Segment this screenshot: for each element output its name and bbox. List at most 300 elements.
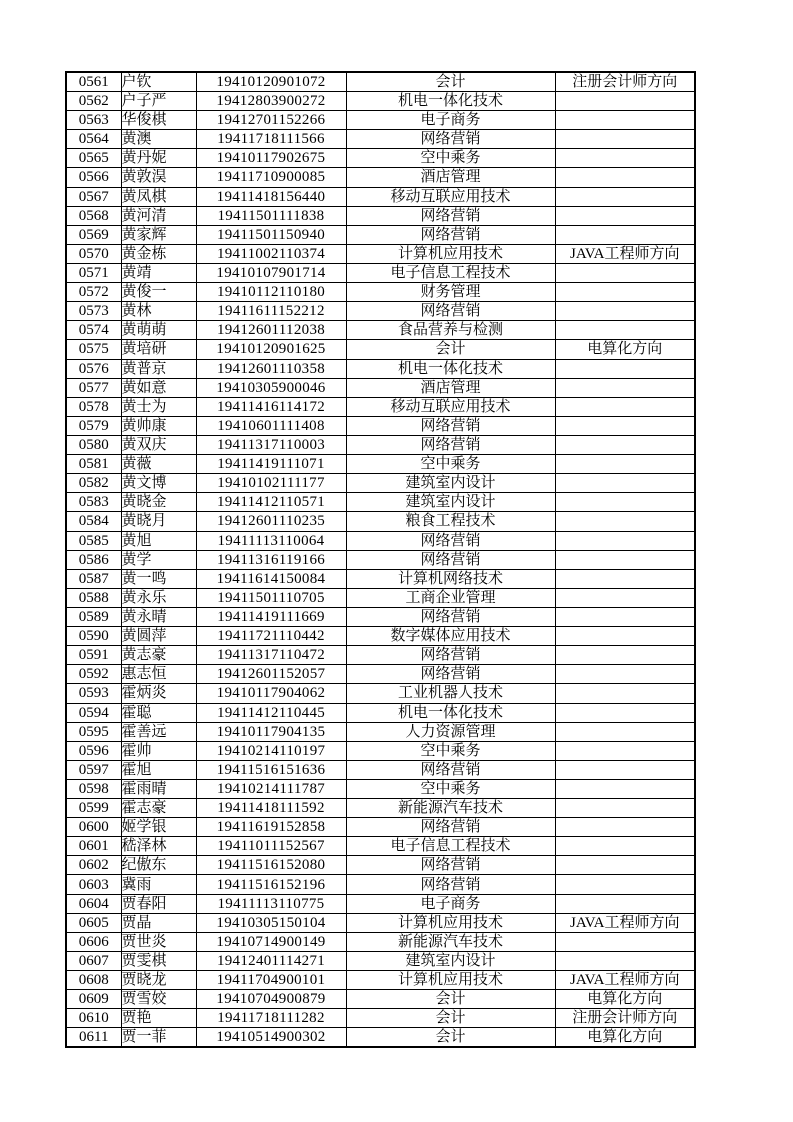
table-row (66, 455, 695, 474)
table-row (66, 818, 695, 837)
direction-cell (555, 149, 695, 168)
exam-number-cell: 19411704900101 (196, 971, 346, 990)
major-cell: 网络营销 (346, 550, 555, 569)
table-row (66, 206, 695, 225)
major-cell: 电子商务 (346, 111, 555, 130)
serial-cell: 0601 (66, 837, 121, 856)
serial-cell: 0600 (66, 818, 121, 837)
major-cell: 网络营销 (346, 646, 555, 665)
direction-cell (555, 703, 695, 722)
serial-cell: 0569 (66, 225, 121, 244)
student-name-cell: 户子严 (121, 92, 196, 111)
student-name-cell: 黄永乐 (121, 588, 196, 607)
roster-table-body (66, 72, 695, 1047)
exam-number-cell: 19411614150084 (196, 569, 346, 588)
exam-number-cell: 19411516152080 (196, 856, 346, 875)
table-row (66, 779, 695, 798)
exam-number-cell: 19410102111177 (196, 474, 346, 493)
exam-number-cell: 19411419111669 (196, 607, 346, 626)
serial-cell: 0562 (66, 92, 121, 111)
direction-cell (555, 588, 695, 607)
exam-number-cell: 19410214111787 (196, 779, 346, 798)
direction-cell (555, 111, 695, 130)
table-row (66, 646, 695, 665)
major-cell: 计算机应用技术 (346, 244, 555, 263)
table-row (66, 531, 695, 550)
student-name-cell: 黄靖 (121, 263, 196, 282)
serial-cell: 0570 (66, 244, 121, 263)
serial-cell: 0582 (66, 474, 121, 493)
exam-number-cell: 19412401114271 (196, 951, 346, 970)
student-name-cell: 霍炳炎 (121, 684, 196, 703)
exam-number-cell: 19410107901714 (196, 263, 346, 282)
serial-cell: 0575 (66, 340, 121, 359)
major-cell: 网络营销 (346, 856, 555, 875)
direction-cell (555, 187, 695, 206)
student-name-cell: 霍帅 (121, 741, 196, 760)
student-name-cell: 黄澳 (121, 130, 196, 149)
table-row (66, 187, 695, 206)
direction-cell (555, 818, 695, 837)
major-cell: 网络营销 (346, 435, 555, 454)
table-row (66, 665, 695, 684)
major-cell: 数字媒体应用技术 (346, 627, 555, 646)
direction-cell (555, 225, 695, 244)
table-row (66, 1028, 695, 1048)
student-name-cell: 霍善远 (121, 722, 196, 741)
direction-cell (555, 932, 695, 951)
exam-number-cell: 19411718111282 (196, 1009, 346, 1028)
direction-cell (555, 130, 695, 149)
serial-cell: 0607 (66, 951, 121, 970)
exam-number-cell: 19412803900272 (196, 92, 346, 111)
table-row (66, 1009, 695, 1028)
table-row (66, 837, 695, 856)
table-row (66, 684, 695, 703)
direction-cell (555, 359, 695, 378)
exam-number-cell: 19411619152858 (196, 818, 346, 837)
direction-cell: 电算化方向 (555, 1028, 695, 1048)
serial-cell: 0585 (66, 531, 121, 550)
exam-number-cell: 19410117902675 (196, 149, 346, 168)
table-row (66, 741, 695, 760)
exam-number-cell: 19411501110705 (196, 588, 346, 607)
major-cell: 计算机应用技术 (346, 971, 555, 990)
exam-number-cell: 19410120901072 (196, 72, 346, 92)
major-cell: 计算机网络技术 (346, 569, 555, 588)
student-name-cell: 户钦 (121, 72, 196, 92)
direction-cell (555, 741, 695, 760)
exam-number-cell: 19410305150104 (196, 913, 346, 932)
exam-number-cell: 19411113110064 (196, 531, 346, 550)
exam-number-cell: 19410214110197 (196, 741, 346, 760)
table-row (66, 111, 695, 130)
table-row (66, 913, 695, 932)
student-name-cell: 黄敦淏 (121, 168, 196, 187)
student-name-cell: 黄薇 (121, 455, 196, 474)
direction-cell (555, 263, 695, 282)
major-cell: 新能源汽车技术 (346, 799, 555, 818)
exam-number-cell: 19412601112038 (196, 321, 346, 340)
direction-cell (555, 799, 695, 818)
table-row (66, 149, 695, 168)
student-name-cell: 贾雯棋 (121, 951, 196, 970)
student-name-cell: 黄晓月 (121, 512, 196, 531)
direction-cell (555, 397, 695, 416)
serial-cell: 0598 (66, 779, 121, 798)
table-row (66, 493, 695, 512)
serial-cell: 0602 (66, 856, 121, 875)
direction-cell (555, 550, 695, 569)
exam-number-cell: 19411412110445 (196, 703, 346, 722)
major-cell: 酒店管理 (346, 378, 555, 397)
serial-cell: 0587 (66, 569, 121, 588)
major-cell: 机电一体化技术 (346, 703, 555, 722)
direction-cell (555, 627, 695, 646)
student-name-cell: 贾晶 (121, 913, 196, 932)
major-cell: 网络营销 (346, 225, 555, 244)
direction-cell (555, 837, 695, 856)
exam-number-cell: 19411317110472 (196, 646, 346, 665)
table-row (66, 569, 695, 588)
table-row (66, 244, 695, 263)
serial-cell: 0592 (66, 665, 121, 684)
exam-number-cell: 19410601111408 (196, 416, 346, 435)
exam-number-cell: 19411516152196 (196, 875, 346, 894)
serial-cell: 0573 (66, 302, 121, 321)
table-row (66, 703, 695, 722)
direction-cell (555, 92, 695, 111)
major-cell: 新能源汽车技术 (346, 932, 555, 951)
direction-cell (555, 569, 695, 588)
direction-cell (555, 493, 695, 512)
table-row (66, 92, 695, 111)
exam-number-cell: 19411419111071 (196, 455, 346, 474)
student-name-cell: 黄林 (121, 302, 196, 321)
serial-cell: 0583 (66, 493, 121, 512)
direction-cell (555, 779, 695, 798)
table-row (66, 340, 695, 359)
student-name-cell: 贾雪姣 (121, 990, 196, 1009)
table-row (66, 359, 695, 378)
direction-cell: JAVA工程师方向 (555, 913, 695, 932)
exam-number-cell: 19411317110003 (196, 435, 346, 454)
direction-cell: 电算化方向 (555, 340, 695, 359)
serial-cell: 0561 (66, 72, 121, 92)
direction-cell (555, 283, 695, 302)
student-name-cell: 纪傲东 (121, 856, 196, 875)
student-name-cell: 黄普京 (121, 359, 196, 378)
table-row (66, 72, 695, 92)
table-row (66, 799, 695, 818)
major-cell: 建筑室内设计 (346, 493, 555, 512)
direction-cell (555, 512, 695, 531)
table-row (66, 607, 695, 626)
table-row (66, 302, 695, 321)
serial-cell: 0588 (66, 588, 121, 607)
serial-cell: 0581 (66, 455, 121, 474)
exam-number-cell: 19412601110358 (196, 359, 346, 378)
table-row (66, 550, 695, 569)
serial-cell: 0579 (66, 416, 121, 435)
table-row (66, 416, 695, 435)
student-name-cell: 贾艳 (121, 1009, 196, 1028)
student-name-cell: 嵇泽林 (121, 837, 196, 856)
major-cell: 机电一体化技术 (346, 92, 555, 111)
table-row (66, 263, 695, 282)
serial-cell: 0595 (66, 722, 121, 741)
table-row (66, 512, 695, 531)
exam-number-cell: 19410514900302 (196, 1028, 346, 1048)
major-cell: 网络营销 (346, 302, 555, 321)
exam-number-cell: 19411412110571 (196, 493, 346, 512)
serial-cell: 0568 (66, 206, 121, 225)
table-row (66, 321, 695, 340)
major-cell: 电子商务 (346, 894, 555, 913)
major-cell: 人力资源管理 (346, 722, 555, 741)
student-name-cell: 黄培研 (121, 340, 196, 359)
serial-cell: 0605 (66, 913, 121, 932)
student-name-cell: 黄萌萌 (121, 321, 196, 340)
serial-cell: 0594 (66, 703, 121, 722)
table-row (66, 627, 695, 646)
student-name-cell: 冀雨 (121, 875, 196, 894)
direction-cell: 电算化方向 (555, 990, 695, 1009)
student-name-cell: 黄晓金 (121, 493, 196, 512)
major-cell: 空中乘务 (346, 455, 555, 474)
direction-cell (555, 856, 695, 875)
student-name-cell: 姬学银 (121, 818, 196, 837)
major-cell: 网络营销 (346, 130, 555, 149)
exam-number-cell: 19411418156440 (196, 187, 346, 206)
serial-cell: 0597 (66, 760, 121, 779)
major-cell: 电子信息工程技术 (346, 263, 555, 282)
student-name-cell: 霍聪 (121, 703, 196, 722)
student-name-cell: 黄圆萍 (121, 627, 196, 646)
direction-cell: 注册会计师方向 (555, 72, 695, 92)
exam-number-cell: 19410112110180 (196, 283, 346, 302)
direction-cell (555, 760, 695, 779)
student-name-cell: 黄永晴 (121, 607, 196, 626)
direction-cell (555, 435, 695, 454)
major-cell: 会计 (346, 1028, 555, 1048)
serial-cell: 0586 (66, 550, 121, 569)
serial-cell: 0603 (66, 875, 121, 894)
direction-cell (555, 455, 695, 474)
exam-number-cell: 19410117904062 (196, 684, 346, 703)
major-cell: 建筑室内设计 (346, 951, 555, 970)
exam-number-cell: 19411501111838 (196, 206, 346, 225)
exam-number-cell: 19411710900085 (196, 168, 346, 187)
major-cell: 机电一体化技术 (346, 359, 555, 378)
student-name-cell: 贾春阳 (121, 894, 196, 913)
table-row (66, 856, 695, 875)
exam-number-cell: 19410704900879 (196, 990, 346, 1009)
serial-cell: 0604 (66, 894, 121, 913)
exam-number-cell: 19411316119166 (196, 550, 346, 569)
table-row (66, 951, 695, 970)
student-name-cell: 贾一菲 (121, 1028, 196, 1048)
exam-number-cell: 19411721110442 (196, 627, 346, 646)
major-cell: 酒店管理 (346, 168, 555, 187)
student-roster-table (65, 71, 696, 1048)
exam-number-cell: 19411002110374 (196, 244, 346, 263)
direction-cell (555, 665, 695, 684)
student-name-cell: 惠志恒 (121, 665, 196, 684)
student-name-cell: 霍雨晴 (121, 779, 196, 798)
serial-cell: 0606 (66, 932, 121, 951)
serial-cell: 0564 (66, 130, 121, 149)
serial-cell: 0576 (66, 359, 121, 378)
direction-cell (555, 646, 695, 665)
table-row (66, 168, 695, 187)
major-cell: 空中乘务 (346, 149, 555, 168)
table-row (66, 283, 695, 302)
direction-cell (555, 378, 695, 397)
serial-cell: 0596 (66, 741, 121, 760)
table-row (66, 378, 695, 397)
table-row (66, 397, 695, 416)
major-cell: 空中乘务 (346, 779, 555, 798)
serial-cell: 0572 (66, 283, 121, 302)
table-row (66, 130, 695, 149)
student-name-cell: 黄帅康 (121, 416, 196, 435)
direction-cell (555, 894, 695, 913)
student-name-cell: 黄家辉 (121, 225, 196, 244)
table-row (66, 760, 695, 779)
table-row (66, 990, 695, 1009)
serial-cell: 0590 (66, 627, 121, 646)
exam-number-cell: 19412701152266 (196, 111, 346, 130)
major-cell: 工业机器人技术 (346, 684, 555, 703)
student-name-cell: 黄旭 (121, 531, 196, 550)
exam-number-cell: 19411516151636 (196, 760, 346, 779)
student-name-cell: 黄如意 (121, 378, 196, 397)
exam-number-cell: 19412601152057 (196, 665, 346, 684)
direction-cell (555, 206, 695, 225)
major-cell: 食品营养与检测 (346, 321, 555, 340)
direction-cell: JAVA工程师方向 (555, 971, 695, 990)
serial-cell: 0571 (66, 263, 121, 282)
student-name-cell: 华俊棋 (121, 111, 196, 130)
major-cell: 电子信息工程技术 (346, 837, 555, 856)
exam-number-cell: 19411011152567 (196, 837, 346, 856)
major-cell: 网络营销 (346, 531, 555, 550)
major-cell: 粮食工程技术 (346, 512, 555, 531)
serial-cell: 0567 (66, 187, 121, 206)
serial-cell: 0599 (66, 799, 121, 818)
direction-cell (555, 875, 695, 894)
serial-cell: 0580 (66, 435, 121, 454)
table-row (66, 894, 695, 913)
exam-number-cell: 19411418111592 (196, 799, 346, 818)
serial-cell: 0609 (66, 990, 121, 1009)
major-cell: 会计 (346, 1009, 555, 1028)
table-row (66, 932, 695, 951)
table-row (66, 588, 695, 607)
exam-number-cell: 19411416114172 (196, 397, 346, 416)
table-row (66, 875, 695, 894)
direction-cell (555, 951, 695, 970)
student-name-cell: 贾晓龙 (121, 971, 196, 990)
table-row (66, 971, 695, 990)
serial-cell: 0593 (66, 684, 121, 703)
student-name-cell: 霍旭 (121, 760, 196, 779)
exam-number-cell: 19411501150940 (196, 225, 346, 244)
serial-cell: 0566 (66, 168, 121, 187)
major-cell: 工商企业管理 (346, 588, 555, 607)
student-name-cell: 贾世炎 (121, 932, 196, 951)
student-name-cell: 黄河清 (121, 206, 196, 225)
serial-cell: 0577 (66, 378, 121, 397)
major-cell: 财务管理 (346, 283, 555, 302)
major-cell: 移动互联应用技术 (346, 397, 555, 416)
exam-number-cell: 19410117904135 (196, 722, 346, 741)
direction-cell (555, 321, 695, 340)
serial-cell: 0584 (66, 512, 121, 531)
direction-cell: JAVA工程师方向 (555, 244, 695, 263)
student-name-cell: 黄文博 (121, 474, 196, 493)
major-cell: 网络营销 (346, 665, 555, 684)
major-cell: 会计 (346, 72, 555, 92)
serial-cell: 0565 (66, 149, 121, 168)
major-cell: 计算机应用技术 (346, 913, 555, 932)
direction-cell (555, 607, 695, 626)
serial-cell: 0608 (66, 971, 121, 990)
major-cell: 网络营销 (346, 206, 555, 225)
exam-number-cell: 19410714900149 (196, 932, 346, 951)
direction-cell (555, 531, 695, 550)
table-row (66, 474, 695, 493)
serial-cell: 0563 (66, 111, 121, 130)
major-cell: 网络营销 (346, 875, 555, 894)
direction-cell: 注册会计师方向 (555, 1009, 695, 1028)
student-name-cell: 黄一鸣 (121, 569, 196, 588)
exam-number-cell: 19410305900046 (196, 378, 346, 397)
serial-cell: 0610 (66, 1009, 121, 1028)
major-cell: 网络营销 (346, 818, 555, 837)
student-name-cell: 黄士为 (121, 397, 196, 416)
exam-number-cell: 19411611152212 (196, 302, 346, 321)
exam-number-cell: 19411718111566 (196, 130, 346, 149)
student-name-cell: 黄俊一 (121, 283, 196, 302)
table-row (66, 722, 695, 741)
serial-cell: 0589 (66, 607, 121, 626)
student-name-cell: 黄学 (121, 550, 196, 569)
exam-number-cell: 19410120901625 (196, 340, 346, 359)
table-row (66, 435, 695, 454)
direction-cell (555, 474, 695, 493)
direction-cell (555, 722, 695, 741)
direction-cell (555, 416, 695, 435)
serial-cell: 0574 (66, 321, 121, 340)
direction-cell (555, 168, 695, 187)
serial-cell: 0591 (66, 646, 121, 665)
major-cell: 网络营销 (346, 760, 555, 779)
table-row (66, 225, 695, 244)
major-cell: 空中乘务 (346, 741, 555, 760)
student-name-cell: 黄双庆 (121, 435, 196, 454)
major-cell: 网络营销 (346, 607, 555, 626)
direction-cell (555, 302, 695, 321)
student-name-cell: 黄志豪 (121, 646, 196, 665)
exam-number-cell: 19412601110235 (196, 512, 346, 531)
student-name-cell: 黄金栋 (121, 244, 196, 263)
exam-number-cell: 19411113110775 (196, 894, 346, 913)
student-name-cell: 霍志豪 (121, 799, 196, 818)
major-cell: 建筑室内设计 (346, 474, 555, 493)
major-cell: 网络营销 (346, 416, 555, 435)
